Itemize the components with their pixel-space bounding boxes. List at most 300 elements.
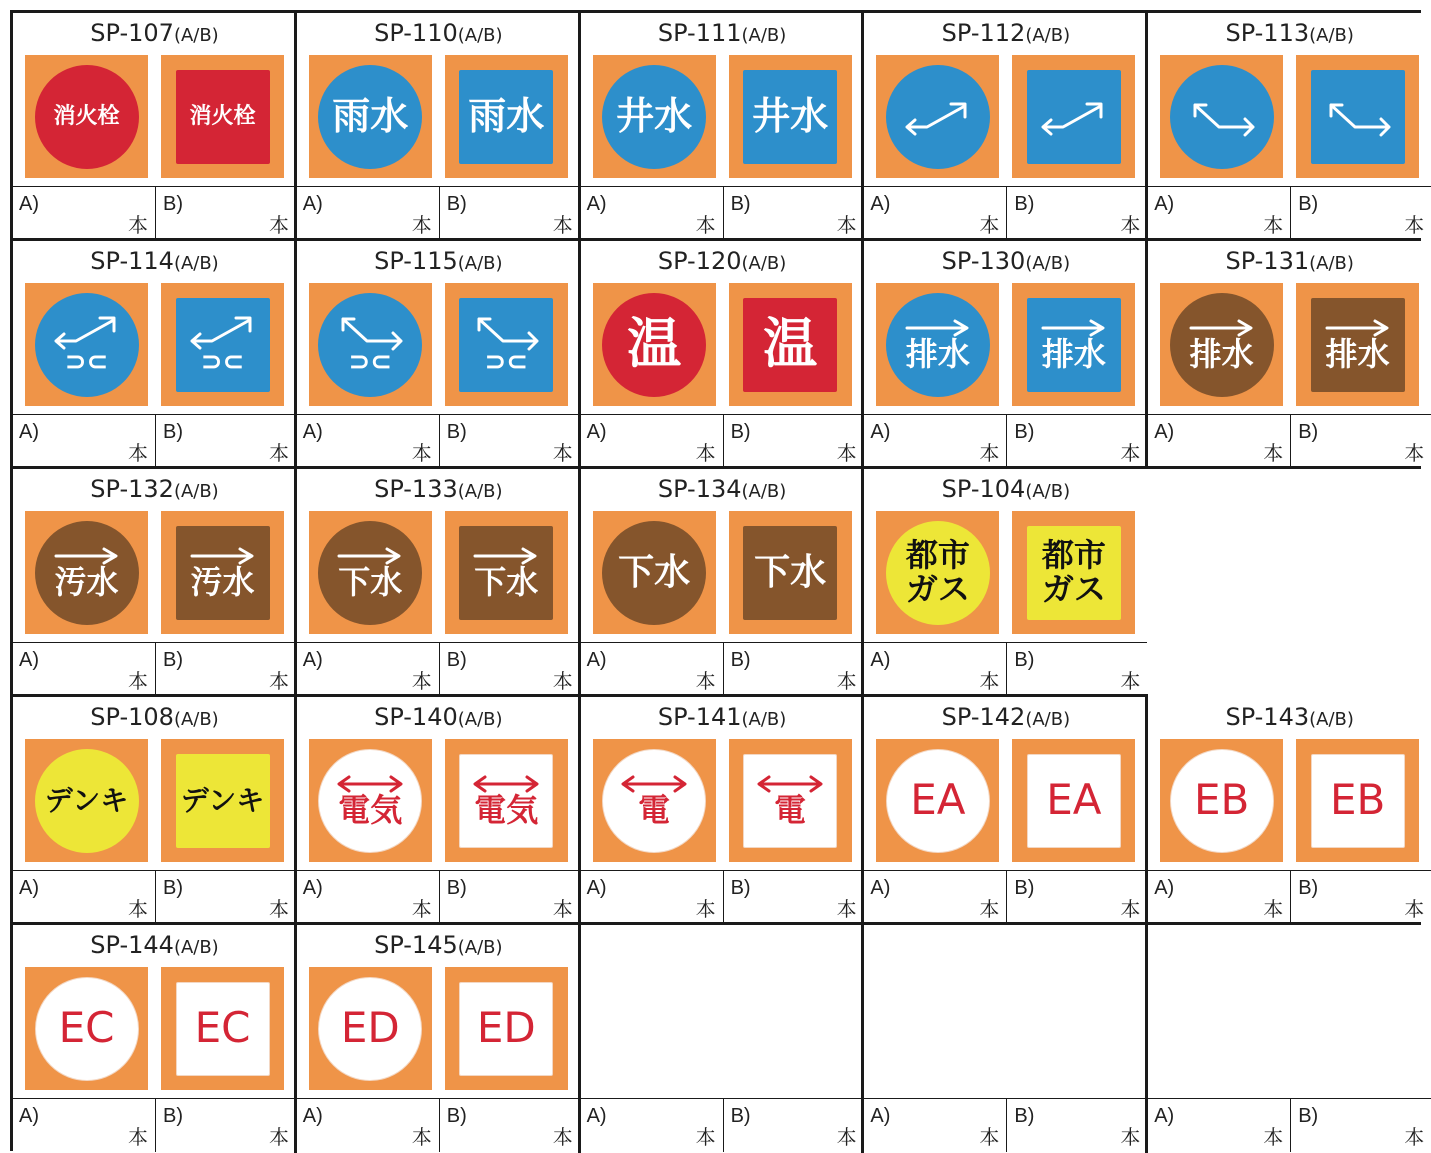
order-split: [155, 1098, 156, 1152]
product-code-number: SP-145: [374, 931, 458, 959]
product-code: [864, 19, 1147, 49]
order-b-unit: 本: [836, 213, 857, 237]
order-a-label: A): [870, 421, 891, 443]
square-sign: [176, 526, 270, 620]
product-code-suffix: (A/B): [1025, 481, 1071, 502]
product-code: [297, 475, 580, 505]
order-a-unit: 本: [695, 1125, 716, 1149]
order-a-label: A): [586, 649, 607, 671]
square-sign: [176, 982, 270, 1076]
sign-label: 雨水: [468, 93, 545, 138]
square-sign: [1027, 70, 1121, 164]
product-cell: [864, 13, 1147, 240]
order-a-unit: 本: [411, 213, 432, 237]
order-b-unit: 本: [552, 1125, 573, 1149]
order-a-unit: 本: [1263, 441, 1284, 465]
sign-label: 井水: [616, 93, 693, 138]
sign-a-icon: [25, 511, 148, 634]
order-b-label: B): [1298, 877, 1319, 899]
product-code-suffix: (A/B): [1309, 253, 1354, 274]
sign-a-icon: [593, 511, 716, 634]
order-b-label: B): [1014, 649, 1035, 671]
product-code-suffix: (A/B): [173, 481, 219, 502]
product-cell: [581, 925, 864, 1152]
sign-a-icon: [309, 283, 432, 406]
product-code: [864, 703, 1147, 733]
product-cell: [581, 13, 864, 240]
sign-a-icon: [1160, 55, 1283, 178]
product-code: [13, 475, 296, 505]
sign-a-icon: [593, 739, 716, 862]
sign-label: 下水: [338, 562, 403, 601]
square-sign: [1311, 70, 1405, 164]
grid-line: [294, 466, 297, 697]
sign-label: 下水: [754, 551, 827, 593]
sign-b-icon: [161, 967, 284, 1090]
product-code: [297, 703, 580, 733]
order-split: [439, 186, 440, 240]
order-split: [1290, 186, 1291, 240]
circle-sign: [35, 977, 139, 1081]
order-b-unit: 本: [836, 897, 857, 921]
sign-b-icon: [161, 55, 284, 178]
order-b-label: B): [1014, 877, 1035, 899]
product-code-number: SP-107: [90, 19, 174, 47]
order-split: [439, 414, 440, 468]
order-a-unit: 本: [979, 213, 1000, 237]
order-b-label: B): [163, 421, 183, 443]
order-b-unit: 本: [1404, 441, 1425, 465]
order-a-label: A): [302, 1105, 323, 1127]
order-b-unit: 本: [552, 213, 573, 237]
grid-line: [10, 466, 1421, 469]
product-code-suffix: (A/B): [741, 25, 787, 46]
order-split: [723, 870, 724, 924]
order-a-label: A): [586, 877, 607, 899]
product-code-number: SP-110: [374, 19, 458, 47]
sign-label: 排水: [905, 334, 970, 373]
order-split: [155, 642, 156, 696]
product-cell: [13, 241, 296, 468]
product-code: [297, 931, 580, 961]
sign-label: ⊃⊂: [348, 346, 393, 377]
product-code-number: SP-114: [90, 247, 174, 275]
square-sign: [176, 298, 270, 392]
order-b-label: B): [1014, 421, 1035, 443]
circle-sign: [1170, 293, 1274, 397]
sign-label: 電気: [338, 790, 403, 829]
product-cell: [581, 697, 864, 924]
product-cell: [297, 469, 580, 696]
sign-label: 消火栓: [53, 103, 120, 129]
product-code-number: SP-120: [657, 247, 742, 275]
product-code: [1148, 703, 1431, 733]
sign-b-icon: [1296, 283, 1419, 406]
circle-sign: [602, 293, 706, 397]
product-code-number: SP-104: [941, 475, 1026, 503]
product-cell: [297, 241, 580, 468]
sign-b-icon: [161, 739, 284, 862]
sign-a-icon: [1160, 739, 1283, 862]
circle-sign: [1170, 65, 1274, 169]
bend-down-arrow-icon: [333, 313, 407, 349]
order-a-label: A): [302, 193, 323, 215]
sign-label: 汚水: [190, 562, 255, 601]
order-a-label: A): [19, 421, 39, 443]
product-code-number: SP-131: [1225, 247, 1310, 275]
product-cell: [864, 925, 1147, 1152]
order-split: [1006, 186, 1007, 240]
sign-label: デンキ: [44, 783, 129, 817]
grid-line: [294, 238, 297, 469]
sign-b-icon: [1012, 283, 1135, 406]
bend-up-arrow-icon: [1037, 99, 1111, 135]
product-code: [1148, 247, 1431, 277]
product-code-number: SP-115: [374, 247, 458, 275]
order-a-unit: 本: [128, 1125, 148, 1149]
order-a-unit: 本: [979, 669, 1000, 693]
order-a-label: A): [302, 421, 323, 443]
sign-b-icon: [729, 283, 852, 406]
product-code-number: SP-140: [374, 703, 458, 731]
sign-a-icon: [593, 55, 716, 178]
square-sign: [743, 298, 837, 392]
product-grid: [10, 10, 1425, 1151]
order-b-label: B): [446, 1105, 467, 1127]
grid-line: [294, 922, 297, 1153]
sign-label: 電: [774, 790, 807, 829]
sign-a-icon: [25, 739, 148, 862]
square-sign: [176, 70, 270, 164]
order-a-unit: 本: [411, 669, 432, 693]
product-code: [581, 19, 864, 49]
circle-sign: [1170, 749, 1274, 853]
product-code-number: SP-130: [941, 247, 1026, 275]
order-b-unit: 本: [552, 441, 573, 465]
order-b-label: B): [1014, 193, 1035, 215]
bend-down-arrow-icon: [1185, 99, 1259, 135]
square-sign: [176, 754, 270, 848]
order-a-label: A): [870, 1105, 891, 1127]
grid-line: [578, 922, 581, 1153]
order-a-unit: 本: [411, 897, 432, 921]
order-split: [155, 186, 156, 240]
grid-line: [1145, 694, 1148, 925]
circle-sign: [886, 749, 990, 853]
product-code-suffix: (A/B): [741, 709, 787, 730]
square-sign: [743, 754, 837, 848]
square-sign: [1311, 754, 1405, 848]
sign-label: 消火栓: [189, 103, 256, 129]
product-cell: [13, 697, 296, 924]
grid-line: [10, 10, 1421, 13]
sign-label: ⊃⊂: [64, 346, 109, 377]
product-code: [581, 247, 864, 277]
product-code-number: SP-112: [941, 19, 1026, 47]
order-split: [1006, 414, 1007, 468]
sign-label: ED: [476, 1003, 536, 1053]
grid-line: [294, 694, 297, 925]
circle-sign: [886, 65, 990, 169]
sign-b-icon: [1012, 511, 1135, 634]
square-sign: [1027, 526, 1121, 620]
product-code: [864, 475, 1147, 505]
sign-b-icon: [1012, 55, 1135, 178]
order-a-label: A): [302, 877, 323, 899]
order-b-unit: 本: [269, 213, 289, 237]
sign-label: 電: [638, 790, 671, 829]
order-b-unit: 本: [836, 1125, 857, 1149]
sign-b-icon: [1012, 739, 1135, 862]
product-code: [1148, 19, 1431, 49]
product-code-suffix: (A/B): [1025, 253, 1071, 274]
order-a-unit: 本: [695, 213, 716, 237]
sign-a-icon: [309, 511, 432, 634]
order-b-unit: 本: [269, 669, 289, 693]
square-sign: [1311, 298, 1405, 392]
order-split: [439, 642, 440, 696]
order-b-label: B): [446, 421, 467, 443]
order-a-unit: 本: [1263, 1125, 1284, 1149]
circle-sign: [35, 293, 139, 397]
sign-b-icon: [1296, 739, 1419, 862]
sign-b-icon: [729, 511, 852, 634]
sign-b-icon: [445, 283, 568, 406]
product-cell: [297, 697, 580, 924]
sign-label: EB: [1194, 775, 1250, 825]
square-sign: [459, 70, 553, 164]
order-b-label: B): [730, 193, 751, 215]
grid-line: [578, 10, 581, 241]
order-a-label: A): [302, 649, 323, 671]
order-a-label: A): [870, 193, 891, 215]
order-b-unit: 本: [1404, 213, 1425, 237]
square-sign: [1027, 754, 1121, 848]
square-sign: [459, 754, 553, 848]
product-cell: [864, 697, 1147, 924]
product-cell: [864, 241, 1147, 468]
sign-label: ED: [340, 1003, 400, 1053]
order-a-unit: 本: [411, 441, 432, 465]
order-split: [1290, 414, 1291, 468]
grid-line: [10, 922, 1421, 925]
order-split: [439, 870, 440, 924]
sign-a-icon: [25, 55, 148, 178]
grid-line: [861, 238, 864, 469]
sign-label: 雨水: [332, 93, 409, 138]
product-cell: [581, 469, 864, 696]
order-b-unit: 本: [836, 441, 857, 465]
order-b-unit: 本: [836, 669, 857, 693]
product-code-number: SP-113: [1225, 19, 1310, 47]
circle-sign: [318, 977, 422, 1081]
circle-sign: [318, 65, 422, 169]
product-code-suffix: (A/B): [173, 253, 219, 274]
sign-b-icon: [445, 511, 568, 634]
product-cell: [13, 925, 296, 1152]
grid-line: [1145, 10, 1148, 241]
order-a-label: A): [19, 193, 39, 215]
order-split: [723, 414, 724, 468]
product-code: [297, 247, 580, 277]
order-b-unit: 本: [552, 897, 573, 921]
order-b-unit: 本: [1404, 1125, 1425, 1149]
sign-label: ガス: [1041, 569, 1106, 608]
order-a-unit: 本: [979, 441, 1000, 465]
order-a-label: A): [870, 649, 891, 671]
square-sign: [1027, 298, 1121, 392]
product-cell: [864, 469, 1147, 696]
circle-sign: [35, 749, 139, 853]
sign-label: 排水: [1325, 334, 1390, 373]
order-a-unit: 本: [695, 897, 716, 921]
product-code: [13, 247, 296, 277]
order-split: [155, 414, 156, 468]
order-a-label: A): [19, 877, 39, 899]
order-split: [1006, 1098, 1007, 1152]
product-cell: [1148, 241, 1431, 468]
order-a-unit: 本: [695, 669, 716, 693]
grid-line: [861, 922, 864, 1153]
order-b-unit: 本: [1120, 213, 1141, 237]
product-code-number: SP-143: [1225, 703, 1310, 731]
product-cell: [297, 925, 580, 1152]
product-code: [581, 703, 864, 733]
product-code-suffix: (A/B): [1025, 709, 1071, 730]
product-code: [13, 19, 296, 49]
order-a-unit: 本: [695, 441, 716, 465]
product-code-number: SP-133: [374, 475, 458, 503]
circle-sign: [886, 521, 990, 625]
order-split: [723, 186, 724, 240]
bend-down-arrow-icon: [469, 313, 543, 349]
product-code-suffix: (A/B): [741, 253, 787, 274]
square-sign: [743, 70, 837, 164]
order-a-label: A): [19, 649, 39, 671]
sign-label: ガス: [905, 569, 970, 608]
sign-label: 都市: [905, 535, 970, 574]
sign-a-icon: [876, 55, 999, 178]
order-b-unit: 本: [1120, 669, 1141, 693]
order-b-label: B): [1298, 193, 1319, 215]
grid-line: [10, 10, 13, 1151]
grid-line: [10, 238, 1421, 241]
order-b-label: B): [163, 877, 183, 899]
sign-label: EB: [1330, 775, 1386, 825]
sign-b-icon: [1296, 55, 1419, 178]
order-a-label: A): [1154, 421, 1175, 443]
circle-sign: [35, 65, 139, 169]
circle-sign: [35, 521, 139, 625]
grid-line: [1145, 238, 1148, 469]
product-code-suffix: (A/B): [457, 709, 503, 730]
product-cell: [1148, 925, 1431, 1152]
sign-label: 汚水: [54, 562, 119, 601]
product-code-number: SP-134: [657, 475, 742, 503]
bend-down-arrow-icon: [1321, 99, 1395, 135]
grid-line: [861, 694, 864, 925]
sign-label: 井水: [752, 93, 829, 138]
order-b-label: B): [730, 877, 751, 899]
sign-label: EA: [1046, 775, 1102, 825]
product-code: [581, 475, 864, 505]
order-b-unit: 本: [269, 441, 289, 465]
product-cell: [13, 469, 296, 696]
sign-label: 下水: [474, 562, 539, 601]
product-cell: [13, 13, 296, 240]
order-b-label: B): [163, 649, 183, 671]
order-b-label: B): [446, 649, 467, 671]
order-b-label: B): [446, 877, 467, 899]
bend-up-arrow-icon: [50, 313, 124, 349]
sign-label: デンキ: [180, 783, 265, 817]
bend-up-arrow-icon: [186, 313, 260, 349]
product-code-suffix: (A/B): [457, 25, 503, 46]
sign-a-icon: [25, 283, 148, 406]
product-code: [297, 19, 580, 49]
order-a-label: A): [586, 193, 607, 215]
order-b-unit: 本: [1120, 441, 1141, 465]
product-code-suffix: (A/B): [741, 481, 787, 502]
order-a-unit: 本: [979, 1125, 1000, 1149]
product-code-suffix: (A/B): [173, 709, 219, 730]
circle-sign: [602, 65, 706, 169]
order-a-unit: 本: [1263, 213, 1284, 237]
order-split: [155, 870, 156, 924]
order-a-unit: 本: [1263, 897, 1284, 921]
sign-label: 下水: [618, 551, 691, 593]
product-cell: [1148, 13, 1431, 240]
grid-line: [294, 10, 297, 241]
order-split: [1006, 642, 1007, 696]
grid-line: [861, 466, 864, 697]
grid-line: [578, 694, 581, 925]
product-code-number: SP-144: [90, 931, 174, 959]
product-code-number: SP-111: [657, 19, 742, 47]
sign-a-icon: [309, 739, 432, 862]
order-a-label: A): [1154, 193, 1175, 215]
sign-a-icon: [309, 967, 432, 1090]
order-split: [723, 642, 724, 696]
sign-label: EC: [58, 1003, 115, 1053]
product-code-suffix: (A/B): [173, 937, 219, 958]
square-sign: [743, 526, 837, 620]
order-b-label: B): [1298, 1105, 1319, 1127]
order-a-unit: 本: [128, 441, 148, 465]
product-code-suffix: (A/B): [457, 481, 503, 502]
sign-a-icon: [876, 511, 999, 634]
order-split: [439, 1098, 440, 1152]
sign-a-icon: [25, 967, 148, 1090]
circle-sign: [886, 293, 990, 397]
sign-b-icon: [161, 283, 284, 406]
order-b-label: B): [163, 193, 183, 215]
circle-sign: [602, 521, 706, 625]
product-code: [864, 247, 1147, 277]
order-b-unit: 本: [552, 669, 573, 693]
grid-line: [578, 238, 581, 469]
sign-label: 温: [627, 312, 682, 376]
square-sign: [459, 526, 553, 620]
sign-b-icon: [161, 511, 284, 634]
sign-a-icon: [593, 283, 716, 406]
sign-label: 温: [763, 312, 818, 376]
product-code: [13, 931, 296, 961]
product-code-number: SP-108: [90, 703, 174, 731]
square-sign: [459, 982, 553, 1076]
order-b-label: B): [730, 421, 751, 443]
circle-sign: [318, 521, 422, 625]
